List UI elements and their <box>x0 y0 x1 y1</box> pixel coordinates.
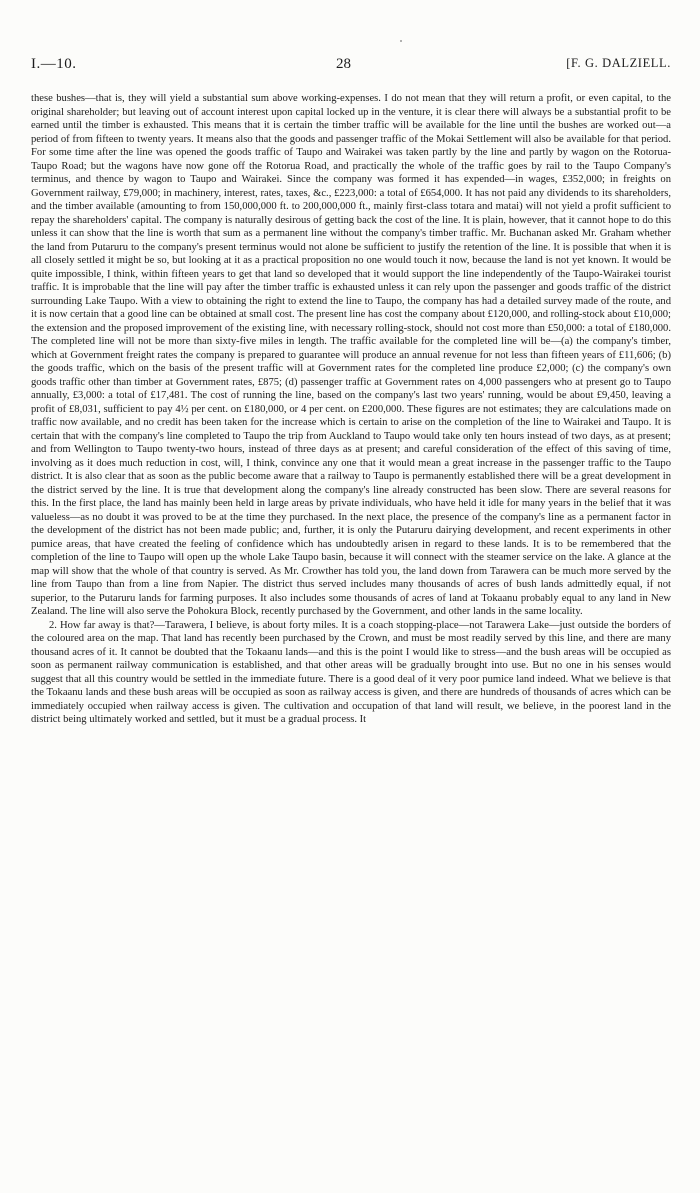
body-text <box>31 92 671 727</box>
paragraph-1: these bushes—that is, they will yield a substantial sum above working-expenses. I do not mean that they will return a profit, or even capital, to the original shareholder; but leaving out of account interest upon capital locked up in the venture, it is clear there will always be a substantial profit to be earned until the timber is exhausted. This means that it is certain the timber traffic will be available for the line until the bushes are worked out—a period of from fifteen to twenty years. It means also that the goods and passenger traffic of the Mokai Settlement will also be available for that period. For some time after the line was opened the goods traffic of Taupo and Wairakei was taken partly by the line and partly by wagon on the Rotorua-Taupo Road; but the wagons have now gone off the Rotorua Road, and practically the whole of the traffic goes by rail to the Taupo Company's terminus, and thence by wagon to Taupo and Wairakei. Since the company was formed it has expended—in wages, £352,000; in freights on Government railway, £79,000; in machinery, interest, rates, taxes, &c., £223,000: a total of £654,000. It has not paid any dividends to its shareholders, and the timber available (amounting to from 150,000,000 ft. to 200,000,000 ft., mainly first-class totara and matai) will not yield a profit sufficient to repay the shareholders' capital. The company is naturally desirous of getting back the cost of the line. It is plain, however, that it cannot hope to do this unless it can show that the line is worth that sum as a permanent line without the company's timber traffic. Mr. Buchanan asked Mr. Graham whether the land from Putaruru to the company's present terminus would not alone be sufficient to justify the retention of the line. It is possible that when it is all closely settled it might be so, but looking at it as a practical proposition no one would touch it now, because the land is not yet known. It would be quite impossible, I think, within fifteen years to get that land so developed that it would support the line independently of the Taupo-Wairakei tourist traffic. It is improbable that the line will pay after the timber traffic is exhausted unless it can rely upon the passenger and goods traffic of the district surrounding Lake Taupo. With a view to obtaining the right to extend the line to Taupo, the company has had a detailed survey made of the route, and it is now certain that a good line can be obtained at small cost. The present line has cost the company about £120,000, and rolling-stock about £10,000; the extension and the proposed improvement of the existing line, with necessary rolling-stock, should not cost more than £50,000: a total of £180,000. The completed line will not be more than sixty-five miles in length. The traffic available for the completed line will be—(a) the company's timber, which at Government freight rates the company is prepared to guarantee will produce an annual revenue for not less than fifteen years of £11,606; (b) the goods traffic, which on the basis of the present traffic will at Government rates for the completed line produce £2,000; (c) the company's own goods traffic other than timber at Government rates, £875; (d) passenger traffic at Government rates on 4,000 passengers who at present go to Taupo annually, £3,000: a total of £17,481. The cost of running the line, based on the company's last two years' running, would be about £9,450, leaving a profit of £8,031, sufficient to pay 4½ per cent. on £180,000, or 4 per cent. on £200,000. These figures are not estimates; they are calculations made on traffic now available, and no credit has been taken for the increase which is certain to arise on the completion of the line to Wairakei and Taupo. It is certain that with the company's line completed to Taupo the trip from Auckland to Taupo would take only ten hours instead of two days, as at present; and from Wellington to Taupo twenty-two hours, instead of three days as at present; and careful consideration of the effect of this saving of time, involving as it does much reduction in cost, will, I think, convince any one that it would mean a great increase in the passenger traffic to the Taupo district. It is also clear that as soon as the public become aware that a railway to Taupo is permanently established there will be a great development in the district served by the line. It is true that development along the company's line already constructed has been slow. There are several reasons for this. In the first place, the land has mainly been held in large areas by private individuals, who have held it idle for many years in the belief that it was valueless—as no doubt it was proved to be at the time they purchased. In the next place, the presence of the company's line as a permanent factor in the development of the district has not been made public; and, further, it is only the Putaruru dairying development, and recent experiments in other pumice areas, that have created the feeling of confidence which has undoubtedly arisen in regard to these lands. It is to be remembered that the completion of the line to Taupo will open up the whole Lake Taupo basin, because it will connect with the steamer service on the lake. A glance at the map will show that the whole of that country is served. As Mr. Crowther has told you, the land down from Tarawera can be much more served by the line from Taupo than from a line from Napier. The district thus served includes many thousands of acres of bush lands admittedly equal, if not superior, to the Putaruru lands for farming purposes. It also includes some thousands of acres of land at Tokaanu probably equal to any land in New Zealand. The line will also serve the Pohokura Block, recently purchased by the Government, and other lands in the same locality. <box>31 93 671 617</box>
speck-mark <box>400 40 402 42</box>
speaker-name: [F. G. DALZIELL. <box>566 56 671 70</box>
paragraph-2: 2. How far away is that?—Tarawera, I believe, is about forty miles. It is a coach stopping-place—not Tarawera Lake—just outside the borders of the coloured area on the map. That land has recently been purchased by the Crown, and must be most readily served by this line, and there are many thousand acres of it. It cannot be doubted that the Tokaanu lands—and this is the point I would like to stress—and the bush areas will be occupied as soon as permanent railway communication is established, and that other areas will be gradually brought into use. But no one in his senses would suggest that all this country would be settled in the immediate future. There is a good deal of it very poor pumice land indeed. What we believe is that the Tokaanu lands and these bush areas will be occupied as soon as railway access is given, and there are hundreds of thousands of acres which can be immediately occupied when railway access is given. The cultivation and occupation of that land will result, we believe, in the poorest land in the district being ultimately worked and settled, but it must be a gradual process. It <box>31 619 671 725</box>
page-header <box>31 56 671 76</box>
document-reference: I.—10. <box>31 56 77 72</box>
page-number: 28 <box>336 56 351 72</box>
